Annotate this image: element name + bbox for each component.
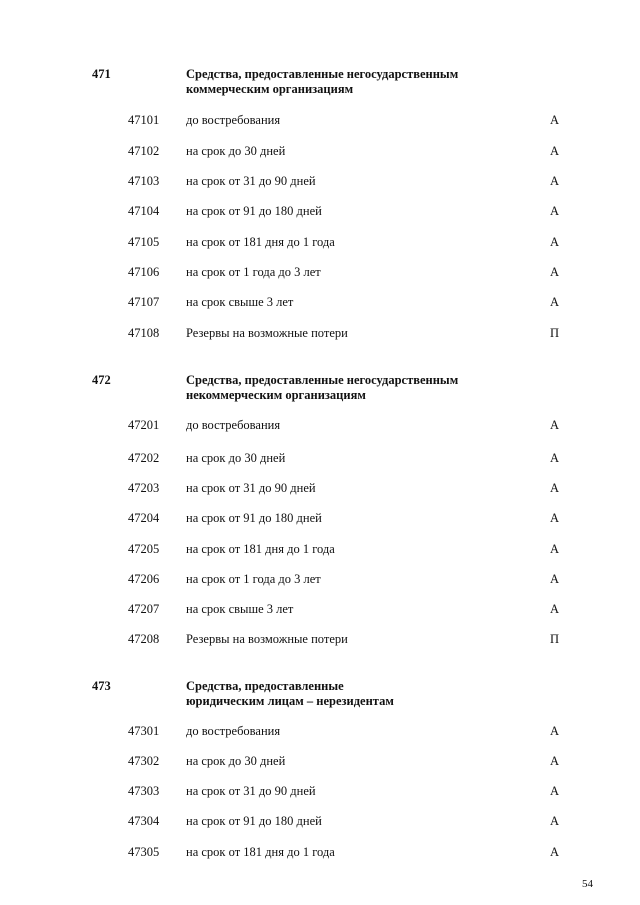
account-code: 47303 bbox=[128, 784, 160, 798]
account-name: на срок от 1 года до 3 лет bbox=[186, 265, 321, 279]
account-type: А bbox=[550, 784, 560, 798]
section-title bbox=[186, 679, 394, 709]
account-row bbox=[0, 418, 640, 434]
account-row bbox=[0, 481, 640, 497]
account-type: А bbox=[550, 204, 560, 218]
account-name: до востребования bbox=[186, 113, 281, 127]
page-number: 54 bbox=[582, 878, 593, 890]
account-row bbox=[0, 602, 640, 618]
account-name: до востребования bbox=[186, 418, 281, 432]
account-row bbox=[0, 845, 640, 861]
account-row bbox=[0, 295, 640, 311]
account-name: на срок от 31 до 90 дней bbox=[186, 784, 316, 798]
account-type: А bbox=[550, 481, 560, 495]
account-type: А bbox=[550, 295, 560, 309]
account-code: 47207 bbox=[128, 602, 160, 616]
account-row bbox=[0, 174, 640, 190]
account-type: А bbox=[550, 113, 560, 127]
account-code: 47202 bbox=[128, 451, 160, 465]
account-code: 47302 bbox=[128, 754, 160, 768]
account-name: на срок свыше 3 лет bbox=[186, 295, 294, 309]
account-row bbox=[0, 754, 640, 770]
account-code: 47305 bbox=[128, 845, 160, 859]
account-type: А bbox=[550, 542, 560, 556]
account-code: 47107 bbox=[128, 295, 160, 309]
section-title-line: юридическим лицам – нерезидентам bbox=[186, 694, 394, 708]
account-name: на срок от 181 дня до 1 года bbox=[186, 235, 335, 249]
account-name: Резервы на возможные потери bbox=[186, 632, 348, 646]
account-type: А bbox=[550, 418, 560, 432]
account-type: А bbox=[550, 265, 560, 279]
account-code: 47103 bbox=[128, 174, 160, 188]
account-code: 47101 bbox=[128, 113, 160, 127]
account-name: на срок до 30 дней bbox=[186, 144, 286, 158]
account-type: А bbox=[550, 511, 560, 525]
section-title bbox=[186, 373, 458, 403]
account-type: А bbox=[550, 572, 560, 586]
account-row bbox=[0, 326, 640, 342]
account-code: 47102 bbox=[128, 144, 160, 158]
section-title-line: Средства, предоставленные негосударственным bbox=[186, 373, 459, 387]
account-row bbox=[0, 724, 640, 740]
section-title-line: некоммерческим организациям bbox=[186, 388, 366, 402]
account-name: на срок от 31 до 90 дней bbox=[186, 174, 316, 188]
account-code: 47205 bbox=[128, 542, 160, 556]
account-row bbox=[0, 265, 640, 281]
account-row bbox=[0, 235, 640, 251]
account-code: 47201 bbox=[128, 418, 160, 432]
account-code: 47106 bbox=[128, 265, 160, 279]
account-type: А bbox=[550, 845, 560, 859]
account-code: 47203 bbox=[128, 481, 160, 495]
account-code: 47301 bbox=[128, 724, 160, 738]
account-row bbox=[0, 204, 640, 220]
section-title-line: коммерческим организациям bbox=[186, 82, 354, 96]
account-type: А bbox=[550, 602, 560, 616]
account-type: А bbox=[550, 451, 560, 465]
account-code: 47208 bbox=[128, 632, 160, 646]
section-number: 473 bbox=[92, 679, 111, 693]
section-number: 472 bbox=[92, 373, 111, 387]
account-row bbox=[0, 451, 640, 467]
account-type: П bbox=[550, 326, 560, 340]
account-name: на срок от 181 дня до 1 года bbox=[186, 542, 335, 556]
account-code: 47204 bbox=[128, 511, 160, 525]
account-row bbox=[0, 113, 640, 129]
account-name: на срок от 91 до 180 дней bbox=[186, 204, 322, 218]
account-name: на срок от 1 года до 3 лет bbox=[186, 572, 321, 586]
account-code: 47304 bbox=[128, 814, 160, 828]
account-type: А bbox=[550, 814, 560, 828]
account-code: 47108 bbox=[128, 326, 160, 340]
account-type: А bbox=[550, 174, 560, 188]
account-name: на срок от 91 до 180 дней bbox=[186, 511, 322, 525]
account-type: А bbox=[550, 754, 560, 768]
account-row bbox=[0, 542, 640, 558]
account-row bbox=[0, 572, 640, 588]
account-code: 47206 bbox=[128, 572, 160, 586]
account-code: 47105 bbox=[128, 235, 160, 249]
section-title-line: Средства, предоставленные негосударственным bbox=[186, 67, 459, 81]
account-row bbox=[0, 632, 640, 648]
account-row bbox=[0, 784, 640, 800]
account-name: до востребования bbox=[186, 724, 281, 738]
account-name: на срок до 30 дней bbox=[186, 754, 286, 768]
account-type: А bbox=[550, 724, 560, 738]
account-name: на срок до 30 дней bbox=[186, 451, 286, 465]
account-row bbox=[0, 144, 640, 160]
account-type: А bbox=[550, 235, 560, 249]
account-type: П bbox=[550, 632, 560, 646]
account-name: на срок от 31 до 90 дней bbox=[186, 481, 316, 495]
section-title bbox=[186, 67, 458, 97]
section-number: 471 bbox=[92, 67, 111, 81]
account-code: 47104 bbox=[128, 204, 160, 218]
account-name: на срок свыше 3 лет bbox=[186, 602, 294, 616]
account-type: А bbox=[550, 144, 560, 158]
account-name: на срок от 91 до 180 дней bbox=[186, 814, 322, 828]
account-row bbox=[0, 511, 640, 527]
section-title-line: Средства, предоставленные bbox=[186, 679, 344, 693]
account-name: на срок от 181 дня до 1 года bbox=[186, 845, 335, 859]
account-row bbox=[0, 814, 640, 830]
account-name: Резервы на возможные потери bbox=[186, 326, 348, 340]
